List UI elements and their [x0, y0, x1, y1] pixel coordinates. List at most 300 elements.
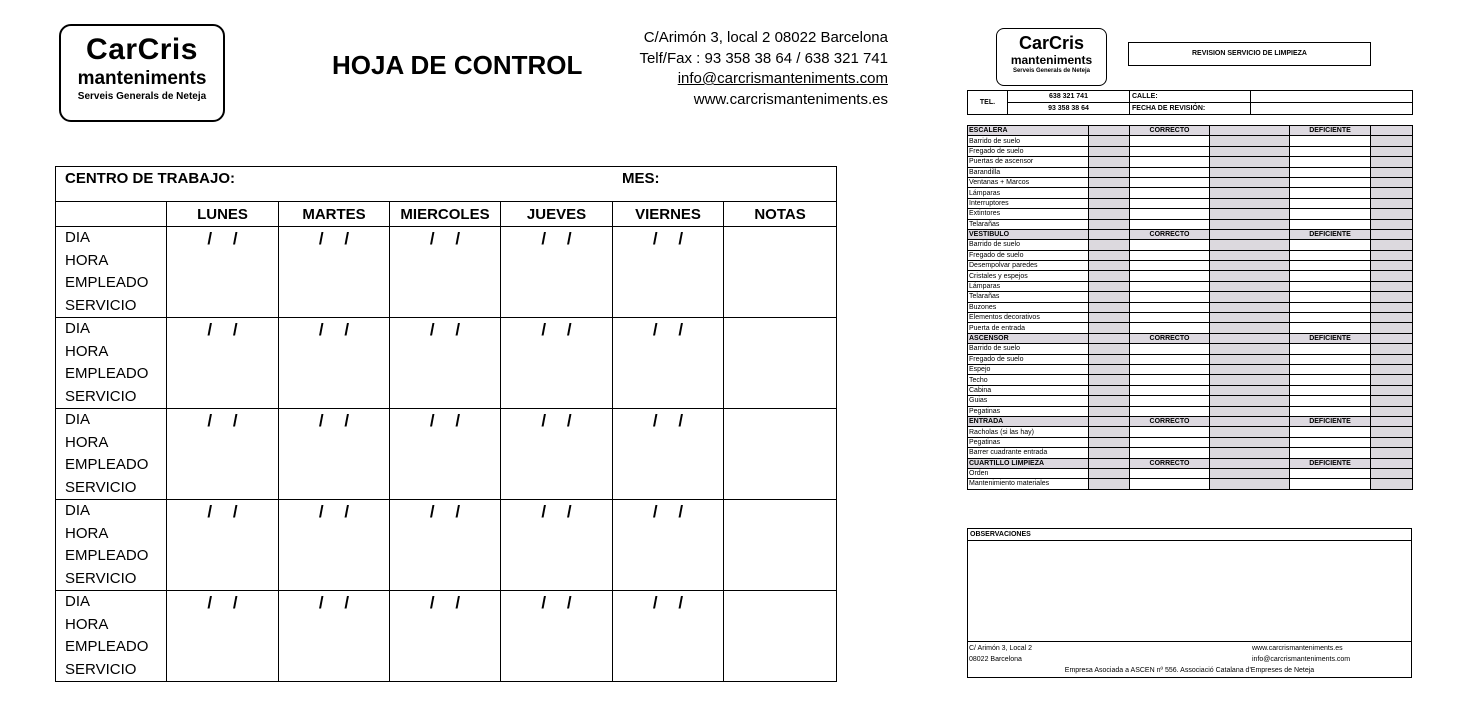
- address-street: C/Arimón 3, local 2 08022 Barcelona: [643, 29, 888, 46]
- grey-cell: [1089, 302, 1130, 312]
- grey-cell: [1089, 406, 1130, 416]
- correct-checkbox[interactable]: [1130, 250, 1210, 260]
- correct-checkbox[interactable]: [1130, 157, 1210, 167]
- section-name: ASCENSOR: [968, 333, 1089, 343]
- footer-contact: [1252, 644, 1350, 665]
- checklist-item-name: Fregado de suelo: [968, 250, 1089, 260]
- row-labels: [56, 591, 167, 682]
- grey-cell: [1210, 250, 1290, 260]
- correct-checkbox[interactable]: [1130, 448, 1210, 458]
- deficient-checkbox[interactable]: [1290, 364, 1371, 374]
- correct-label: CORRECTO: [1130, 229, 1210, 239]
- grey-cell: [1089, 437, 1130, 447]
- correct-checkbox[interactable]: [1130, 302, 1210, 312]
- section-spacer: [1210, 416, 1290, 426]
- date-cell[interactable]: [613, 318, 724, 409]
- deficient-checkbox[interactable]: [1290, 302, 1371, 312]
- deficient-checkbox[interactable]: [1290, 271, 1371, 281]
- grey-cell: [1089, 281, 1130, 291]
- date-placeholder: / /: [429, 229, 461, 248]
- section-spacer: [1089, 333, 1130, 343]
- tel-number-1: 638 321 741: [1008, 91, 1130, 103]
- checklist-row: [968, 292, 1413, 302]
- observations-label: OBSERVACIONES: [968, 529, 1411, 541]
- deficient-checkbox[interactable]: [1290, 292, 1371, 302]
- observations-box[interactable]: [967, 528, 1412, 678]
- correct-checkbox[interactable]: [1130, 188, 1210, 198]
- date-placeholder: / /: [541, 411, 572, 430]
- grey-cell: [1210, 448, 1290, 458]
- date-cell[interactable]: [279, 500, 390, 591]
- grey-cell: [1210, 375, 1290, 385]
- footer-web: www.carcrismanteniments.es: [1252, 645, 1343, 652]
- checklist-row: [968, 406, 1413, 416]
- correct-checkbox[interactable]: [1130, 375, 1210, 385]
- checklist-item-name: Barandilla: [968, 167, 1089, 177]
- grey-cell: [1210, 437, 1290, 447]
- row-label: SERVICIO: [65, 387, 137, 405]
- grey-cell: [1089, 261, 1130, 271]
- grey-cell: [1089, 427, 1130, 437]
- checklist-row: [968, 313, 1413, 323]
- grey-cell: [1371, 313, 1413, 323]
- review-form-footer: [968, 641, 1411, 677]
- date-cell[interactable]: [613, 500, 724, 591]
- grey-cell: [1371, 354, 1413, 364]
- empty-header-cell: [56, 202, 167, 227]
- checklist-item-name: Telarañas: [968, 219, 1089, 229]
- footer-address-line1: C/ Arimón 3, Local 2: [969, 645, 1033, 652]
- checklist-item-name: Elementos decorativos: [968, 313, 1089, 323]
- notes-cell[interactable]: [724, 318, 837, 409]
- correct-checkbox[interactable]: [1130, 479, 1210, 489]
- date-cell[interactable]: [167, 591, 279, 682]
- notes-cell[interactable]: [724, 409, 837, 500]
- grey-cell: [1371, 167, 1413, 177]
- grey-cell: [1089, 136, 1130, 146]
- deficient-checkbox[interactable]: [1290, 261, 1371, 271]
- grey-cell: [1210, 146, 1290, 156]
- correct-checkbox[interactable]: [1130, 323, 1210, 333]
- date-cell[interactable]: [279, 318, 390, 409]
- date-placeholder: / /: [318, 320, 350, 339]
- date-placeholder: / /: [429, 411, 461, 430]
- date-placeholder: / /: [652, 229, 684, 248]
- date-cell[interactable]: [167, 227, 279, 318]
- page-title: HOJA DE CONTROL: [332, 50, 583, 80]
- checklist-item-name: Techo: [968, 375, 1089, 385]
- checklist-item-name: Fregado de suelo: [968, 354, 1089, 364]
- notes-cell[interactable]: [724, 500, 837, 591]
- section-spacer: [1210, 229, 1290, 239]
- deficient-checkbox[interactable]: [1290, 313, 1371, 323]
- correct-checkbox[interactable]: [1130, 406, 1210, 416]
- date-cell[interactable]: [501, 227, 613, 318]
- deficient-checkbox[interactable]: [1290, 250, 1371, 260]
- date-cell[interactable]: [279, 409, 390, 500]
- correct-checkbox[interactable]: [1130, 427, 1210, 437]
- grey-cell: [1210, 468, 1290, 478]
- grey-cell: [1371, 427, 1413, 437]
- grey-cell: [1371, 344, 1413, 354]
- notes-cell[interactable]: [724, 227, 837, 318]
- col-header-notas: NOTAS: [724, 202, 837, 227]
- grey-cell: [1210, 354, 1290, 364]
- date-cell[interactable]: [501, 500, 613, 591]
- correct-checkbox[interactable]: [1130, 364, 1210, 374]
- section-header: [968, 126, 1413, 136]
- tel-label: TEL.: [968, 91, 1008, 115]
- grey-cell: [1210, 292, 1290, 302]
- grey-cell: [1371, 136, 1413, 146]
- deficient-checkbox[interactable]: [1290, 188, 1371, 198]
- grey-cell: [1089, 479, 1130, 489]
- correct-checkbox[interactable]: [1130, 261, 1210, 271]
- correct-checkbox[interactable]: [1130, 240, 1210, 250]
- deficient-label: DEFICIENTE: [1290, 333, 1371, 343]
- correct-checkbox[interactable]: [1130, 219, 1210, 229]
- section-header: [968, 416, 1413, 426]
- correct-checkbox[interactable]: [1130, 344, 1210, 354]
- row-label: HORA: [65, 615, 109, 633]
- section-spacer: [1089, 416, 1130, 426]
- grey-cell: [1210, 167, 1290, 177]
- row-labels: [56, 409, 167, 500]
- deficient-checkbox[interactable]: [1290, 323, 1371, 333]
- checklist-item-name: Interruptores: [968, 198, 1089, 208]
- row-label: DIA: [65, 411, 91, 428]
- date-cell[interactable]: [390, 409, 501, 500]
- date-cell[interactable]: [613, 227, 724, 318]
- date-cell[interactable]: [390, 227, 501, 318]
- grey-cell: [1371, 323, 1413, 333]
- grey-cell: [1210, 302, 1290, 312]
- grey-cell: [1371, 261, 1413, 271]
- row-label: DIA: [65, 593, 91, 610]
- section-name: ESCALERA: [968, 126, 1089, 136]
- correct-checkbox[interactable]: [1130, 385, 1210, 395]
- date-cell[interactable]: [501, 409, 613, 500]
- date-cell[interactable]: [613, 591, 724, 682]
- review-date-field[interactable]: [1251, 103, 1413, 115]
- checklist-row: [968, 448, 1413, 458]
- section-header: [968, 229, 1413, 239]
- deficient-label: DEFICIENTE: [1290, 458, 1371, 468]
- date-cell[interactable]: [390, 318, 501, 409]
- date-placeholder: / /: [652, 502, 684, 521]
- date-placeholder: / /: [207, 593, 238, 612]
- grey-cell: [1371, 198, 1413, 208]
- correct-checkbox[interactable]: [1130, 354, 1210, 364]
- row-labels: [56, 227, 167, 318]
- date-placeholder: / /: [207, 320, 238, 339]
- control-row: [56, 500, 837, 591]
- grey-cell: [1089, 250, 1130, 260]
- row-label: DIA: [65, 502, 91, 519]
- checklist-row: [968, 281, 1413, 291]
- checklist-row: [968, 136, 1413, 146]
- date-placeholder: / /: [541, 502, 572, 521]
- correct-checkbox[interactable]: [1130, 146, 1210, 156]
- correct-label: CORRECTO: [1130, 458, 1210, 468]
- grey-cell: [1371, 146, 1413, 156]
- deficient-checkbox[interactable]: [1290, 209, 1371, 219]
- checklist-item-name: Puertas de ascensor: [968, 157, 1089, 167]
- checklist-item-name: Pegatinas: [968, 406, 1089, 416]
- section-spacer: [1210, 458, 1290, 468]
- correct-checkbox[interactable]: [1130, 468, 1210, 478]
- checklist-row: [968, 385, 1413, 395]
- grey-cell: [1210, 157, 1290, 167]
- deficient-checkbox[interactable]: [1290, 177, 1371, 187]
- row-label: SERVICIO: [65, 569, 137, 587]
- deficient-checkbox[interactable]: [1290, 385, 1371, 395]
- street-label: CALLE:: [1130, 91, 1251, 103]
- section-spacer: [1371, 416, 1413, 426]
- row-label: EMPLEADO: [65, 638, 149, 655]
- grey-cell: [1371, 250, 1413, 260]
- checklist-item-name: Racholas (si las hay): [968, 427, 1089, 437]
- deficient-label: DEFICIENTE: [1290, 126, 1371, 136]
- row-label: HORA: [65, 342, 109, 360]
- correct-checkbox[interactable]: [1130, 313, 1210, 323]
- deficient-checkbox[interactable]: [1290, 448, 1371, 458]
- col-header-miercoles: MIERCOLES: [390, 202, 501, 227]
- control-row: [56, 591, 837, 682]
- date-placeholder: / /: [652, 411, 684, 430]
- workplace-row[interactable]: [56, 167, 837, 202]
- col-header-lunes: LUNES: [167, 202, 279, 227]
- review-form-title: REVISION SERVICIO DE LIMPIEZA: [1128, 42, 1371, 66]
- grey-cell: [1371, 157, 1413, 167]
- logo-subbrand: manteniments: [1010, 53, 1093, 67]
- checklist-row: [968, 250, 1413, 260]
- grey-cell: [1089, 323, 1130, 333]
- date-cell[interactable]: [167, 318, 279, 409]
- deficient-checkbox[interactable]: [1290, 240, 1371, 250]
- col-header-jueves: JUEVES: [501, 202, 613, 227]
- deficient-checkbox[interactable]: [1290, 427, 1371, 437]
- grey-cell: [1089, 167, 1130, 177]
- deficient-checkbox[interactable]: [1290, 146, 1371, 156]
- checklist-row: [968, 177, 1413, 187]
- correct-checkbox[interactable]: [1130, 437, 1210, 447]
- deficient-checkbox[interactable]: [1290, 375, 1371, 385]
- section-spacer: [1371, 229, 1413, 239]
- checklist-row: [968, 271, 1413, 281]
- grey-cell: [1371, 281, 1413, 291]
- grey-cell: [1089, 198, 1130, 208]
- date-placeholder: / /: [207, 411, 238, 430]
- deficient-checkbox[interactable]: [1290, 281, 1371, 291]
- date-cell[interactable]: [167, 500, 279, 591]
- company-logo: [59, 24, 225, 122]
- checklist-row: [968, 302, 1413, 312]
- date-cell[interactable]: [390, 500, 501, 591]
- deficient-checkbox[interactable]: [1290, 157, 1371, 167]
- address-web: www.carcrismanteniments.es: [693, 90, 888, 108]
- deficient-checkbox[interactable]: [1290, 354, 1371, 364]
- date-cell[interactable]: [613, 409, 724, 500]
- control-table: [55, 166, 837, 682]
- checklist-row: [968, 261, 1413, 271]
- review-date-label: FECHA DE REVISIÓN:: [1130, 103, 1251, 115]
- grey-cell: [1210, 479, 1290, 489]
- logo-tagline: Serveis Generals de Neteja: [1012, 68, 1091, 74]
- grey-cell: [1089, 385, 1130, 395]
- logo-tagline: Serveis Generals de Neteja: [77, 91, 207, 102]
- correct-checkbox[interactable]: [1130, 177, 1210, 187]
- address-email-link[interactable]: info@carcrismanteniments.com: [677, 70, 888, 87]
- correct-checkbox[interactable]: [1130, 136, 1210, 146]
- row-label: EMPLEADO: [65, 365, 149, 382]
- grey-cell: [1089, 396, 1130, 406]
- checklist-item-name: Orden: [968, 468, 1089, 478]
- date-placeholder: / /: [318, 593, 350, 612]
- checklist-item-name: Cristales y espejos: [968, 271, 1089, 281]
- grey-cell: [1089, 292, 1130, 302]
- section-spacer: [1210, 126, 1290, 136]
- section-spacer: [1089, 458, 1130, 468]
- notes-cell[interactable]: [724, 591, 837, 682]
- deficient-checkbox[interactable]: [1290, 344, 1371, 354]
- grey-cell: [1089, 364, 1130, 374]
- deficient-checkbox[interactable]: [1290, 167, 1371, 177]
- grey-cell: [1089, 468, 1130, 478]
- deficient-checkbox[interactable]: [1290, 437, 1371, 447]
- deficient-checkbox[interactable]: [1290, 468, 1371, 478]
- date-placeholder: / /: [652, 320, 684, 339]
- section-header: [968, 333, 1413, 343]
- grey-cell: [1210, 271, 1290, 281]
- section-spacer: [1371, 333, 1413, 343]
- correct-checkbox[interactable]: [1130, 292, 1210, 302]
- control-row: [56, 409, 837, 500]
- checklist-item-name: Cabina: [968, 385, 1089, 395]
- grey-cell: [1371, 219, 1413, 229]
- row-label: EMPLEADO: [65, 547, 149, 564]
- grey-cell: [1089, 354, 1130, 364]
- deficient-checkbox[interactable]: [1290, 406, 1371, 416]
- grey-cell: [1371, 302, 1413, 312]
- street-field[interactable]: [1251, 91, 1413, 103]
- date-cell[interactable]: [390, 591, 501, 682]
- grey-cell: [1371, 292, 1413, 302]
- col-header-martes: MARTES: [279, 202, 390, 227]
- checklist-item-name: Espejo: [968, 364, 1089, 374]
- checklist-row: [968, 219, 1413, 229]
- checklist-item-name: Puerta de entrada: [968, 323, 1089, 333]
- footer-address: [969, 644, 1032, 665]
- grey-cell: [1371, 209, 1413, 219]
- checklist-item-name: Mantenimiento materiales: [968, 479, 1089, 489]
- grey-cell: [1089, 448, 1130, 458]
- grey-cell: [1089, 146, 1130, 156]
- checklist-item-name: Buzones: [968, 302, 1089, 312]
- date-placeholder: / /: [429, 502, 461, 521]
- row-label: SERVICIO: [65, 296, 137, 314]
- grey-cell: [1089, 240, 1130, 250]
- checklist-row: [968, 468, 1413, 478]
- grey-cell: [1371, 448, 1413, 458]
- grey-cell: [1210, 344, 1290, 354]
- correct-checkbox[interactable]: [1130, 281, 1210, 291]
- grey-cell: [1210, 406, 1290, 416]
- row-label: SERVICIO: [65, 478, 137, 496]
- grey-cell: [1210, 281, 1290, 291]
- footer-email: info@carcrismanteniments.com: [1252, 655, 1351, 663]
- date-placeholder: / /: [429, 320, 461, 339]
- row-label: EMPLEADO: [65, 456, 149, 473]
- checklist-row: [968, 209, 1413, 219]
- grey-cell: [1210, 209, 1290, 219]
- date-cell[interactable]: [167, 409, 279, 500]
- grey-cell: [1089, 177, 1130, 187]
- date-cell[interactable]: [279, 591, 390, 682]
- date-placeholder: / /: [652, 593, 684, 612]
- deficient-checkbox[interactable]: [1290, 479, 1371, 489]
- date-cell[interactable]: [279, 227, 390, 318]
- grey-cell: [1210, 261, 1290, 271]
- correct-checkbox[interactable]: [1130, 271, 1210, 281]
- grey-cell: [1210, 240, 1290, 250]
- deficient-checkbox[interactable]: [1290, 136, 1371, 146]
- logo-subbrand: manteniments: [77, 68, 207, 89]
- checklist-item-name: Guias: [968, 396, 1089, 406]
- date-placeholder: / /: [429, 593, 461, 612]
- date-cell[interactable]: [501, 318, 613, 409]
- date-placeholder: / /: [318, 411, 350, 430]
- correct-checkbox[interactable]: [1130, 209, 1210, 219]
- section-name: ENTRADA: [968, 416, 1089, 426]
- grey-cell: [1210, 313, 1290, 323]
- section-name: VESTIBULO: [968, 229, 1089, 239]
- correct-checkbox[interactable]: [1130, 396, 1210, 406]
- review-info-table: [967, 90, 1413, 115]
- footer-address-line2: 08022 Barcelona: [969, 655, 1022, 663]
- checklist-row: [968, 396, 1413, 406]
- correct-checkbox[interactable]: [1130, 167, 1210, 177]
- date-placeholder: / /: [318, 229, 350, 248]
- correct-checkbox[interactable]: [1130, 198, 1210, 208]
- grey-cell: [1210, 136, 1290, 146]
- checklist-item-name: Desempolvar paredes: [968, 261, 1089, 271]
- date-placeholder: / /: [541, 593, 572, 612]
- row-labels: [56, 318, 167, 409]
- section-spacer: [1371, 458, 1413, 468]
- grey-cell: [1371, 385, 1413, 395]
- grey-cell: [1210, 198, 1290, 208]
- checklist-row: [968, 240, 1413, 250]
- checklist-item-name: Barrido de suelo: [968, 344, 1089, 354]
- date-cell[interactable]: [501, 591, 613, 682]
- logo-brand: CarCris: [1018, 33, 1085, 53]
- deficient-checkbox[interactable]: [1290, 396, 1371, 406]
- section-name: CUARTILLO LIMPIEZA: [968, 458, 1089, 468]
- company-address-block: [639, 28, 888, 110]
- deficient-checkbox[interactable]: [1290, 219, 1371, 229]
- grey-cell: [1210, 323, 1290, 333]
- grey-cell: [1089, 219, 1130, 229]
- grey-cell: [1371, 437, 1413, 447]
- checklist-row: [968, 427, 1413, 437]
- row-label: HORA: [65, 524, 109, 542]
- deficient-checkbox[interactable]: [1290, 198, 1371, 208]
- grey-cell: [1371, 364, 1413, 374]
- tel-number-2: 93 358 38 64: [1008, 103, 1130, 115]
- month-label: MES:: [622, 170, 660, 187]
- grey-cell: [1210, 396, 1290, 406]
